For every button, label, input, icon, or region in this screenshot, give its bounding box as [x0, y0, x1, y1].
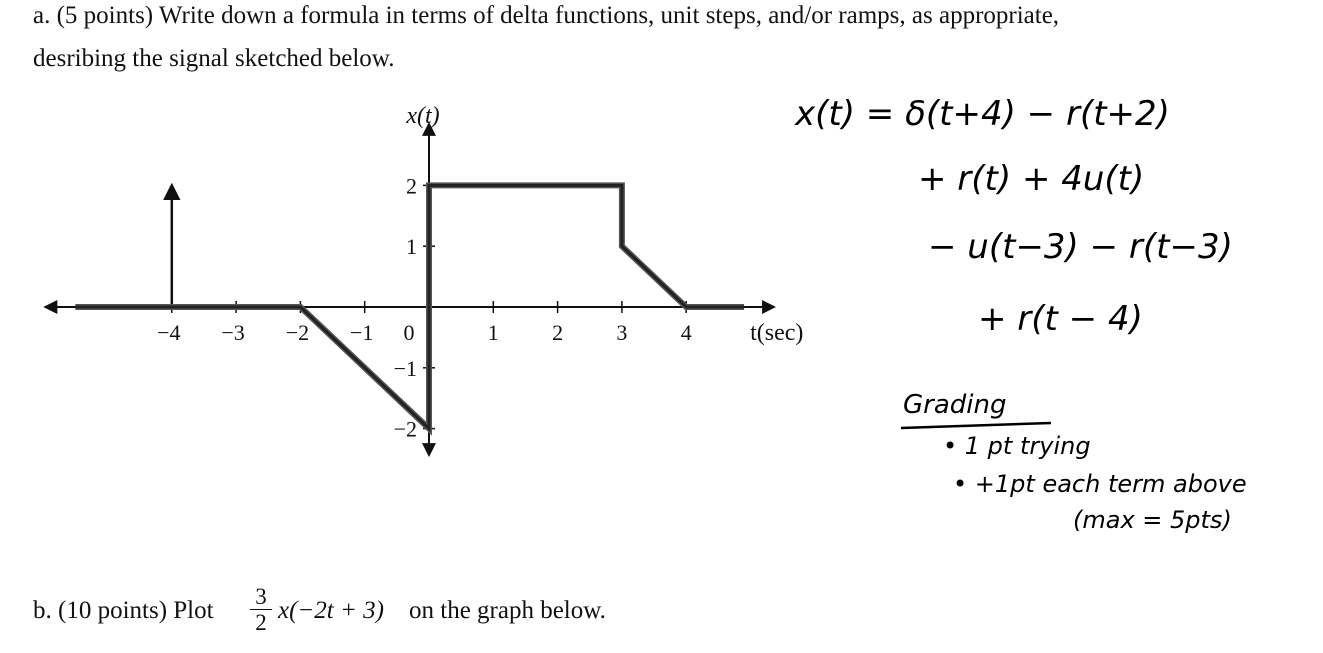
x-tick-label: −2 [285, 320, 310, 345]
grading-title: Grading [903, 390, 1007, 420]
y-tick-label: 2 [406, 173, 417, 199]
fraction [248, 585, 274, 636]
y-tick-label: −2 [393, 416, 417, 442]
problem-a-statement-continued: desribing the signal sketched below. [33, 45, 395, 72]
signal-graph [30, 85, 830, 505]
y-tick-label: 1 [406, 234, 417, 260]
x-tick-label: 1 [487, 320, 499, 345]
x-tick-label: 3 [616, 320, 628, 345]
y-tick-label: −1 [393, 355, 417, 381]
x-tick-label: 4 [680, 320, 692, 345]
x-tick-label: 0 [403, 320, 415, 345]
grading-item-1: • 1 pt trying [943, 432, 1091, 460]
y-axis-label: x(t) [406, 103, 440, 129]
fraction-numerator: 3 [255, 584, 267, 609]
problem-b-prefix: b. (10 points) Plot [33, 597, 214, 624]
grading-item-3: (max = 5pts) [1073, 506, 1232, 534]
answer-line-1: x(t) = δ(t+4) − r(t+2) [795, 94, 1170, 134]
answer-line-3: − u(t−3) − r(t−3) [928, 227, 1233, 267]
handwritten-answer [783, 80, 1323, 540]
x-tick-label: −3 [221, 320, 245, 345]
x-tick-label: −1 [349, 320, 374, 345]
grading-item-2: • +1pt each term above [953, 470, 1247, 498]
grading-underline [901, 423, 1051, 428]
x-axis-label: t(sec) [750, 320, 804, 346]
problem-b-expression: x(−2t + 3) [278, 597, 384, 624]
problem-b-suffix: on the graph below. [409, 597, 606, 624]
fraction-denominator: 2 [255, 610, 267, 635]
answer-line-4: + r(t − 4) [978, 299, 1143, 339]
answer-line-2: + r(t) + 4u(t) [918, 159, 1145, 199]
x-tick-label: 2 [552, 320, 564, 345]
problem-a-statement: a. (5 points) Write down a formula in terms of delta functions, unit steps, and/or ramps, as appropriate, [33, 2, 1060, 29]
x-tick-label: −4 [157, 320, 181, 345]
